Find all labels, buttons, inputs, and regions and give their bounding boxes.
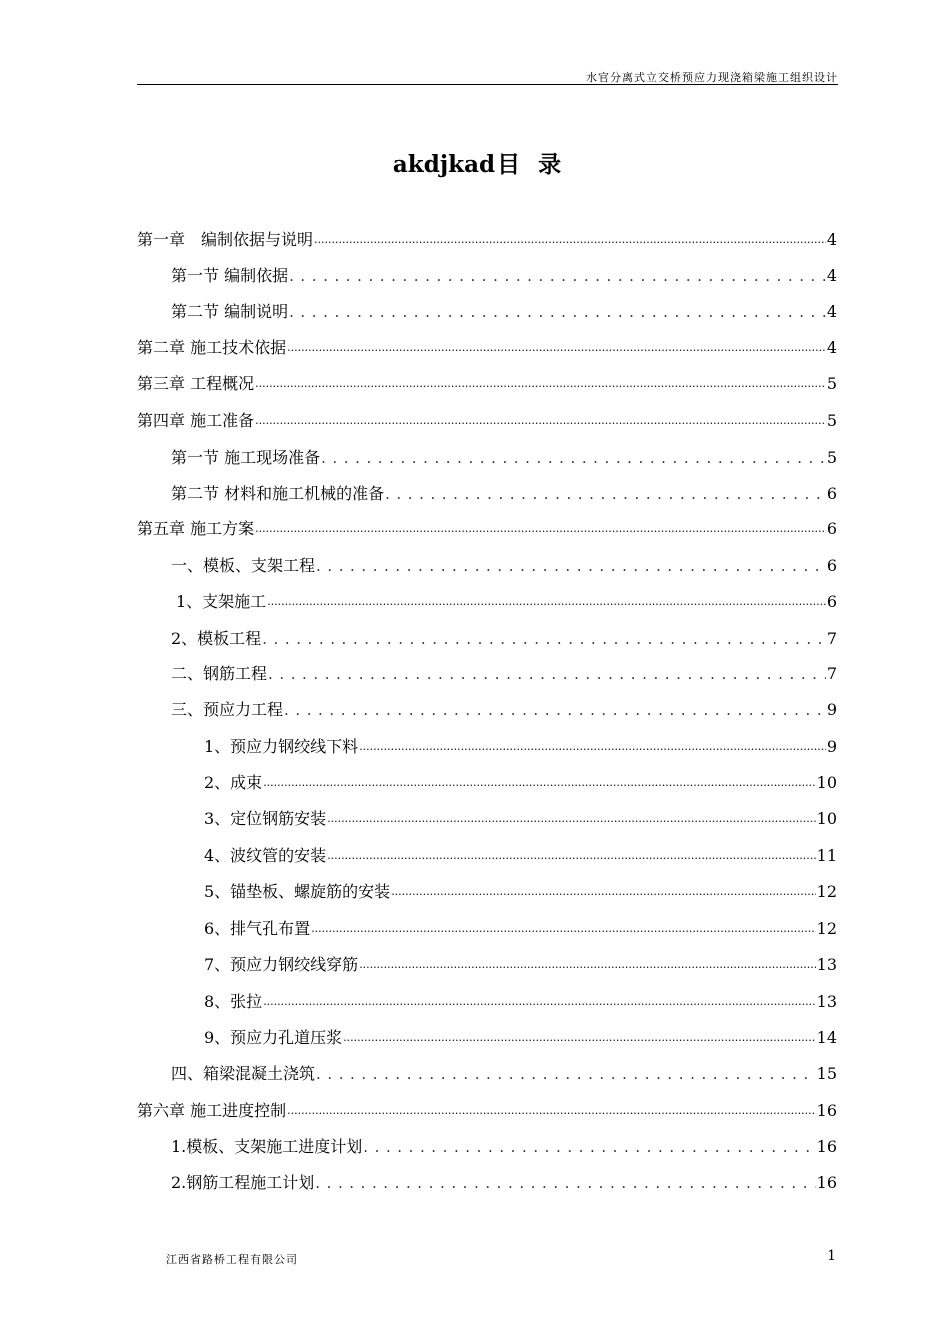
toc-entry[interactable] <box>204 765 837 793</box>
toc-entry[interactable] <box>204 729 837 757</box>
toc-entry-page: 13 <box>816 955 837 974</box>
toc-entry-page: 4 <box>826 338 837 357</box>
toc-entry[interactable] <box>137 1093 837 1121</box>
toc-entry[interactable] <box>137 366 837 394</box>
toc-entry-page: 6 <box>826 519 837 538</box>
toc-leader <box>359 953 815 975</box>
toc-entry-label: 2.钢筋工程施工计划 <box>171 1173 315 1192</box>
toc-title <box>0 146 950 179</box>
footer-page-number: 1 <box>827 1248 836 1264</box>
toc-entry-page: 14 <box>816 1028 837 1047</box>
toc-entry-label: 1、支架施工 <box>176 592 267 611</box>
toc-leader <box>289 266 826 286</box>
toc-entry-label: 7、预应力钢绞线穿筋 <box>204 955 359 974</box>
toc-leader <box>255 372 826 394</box>
toc-leader <box>316 556 826 576</box>
title-prefix: akdjkad <box>392 151 496 178</box>
toc-entry-label: 第四章 施工准备 <box>137 411 255 430</box>
toc-entry-label: 第一章 编制依据与说明 <box>137 230 314 249</box>
toc-entry[interactable] <box>171 692 837 720</box>
toc-entry[interactable] <box>204 911 837 939</box>
toc-entry-page: 4 <box>826 230 837 249</box>
toc-leader <box>311 917 815 939</box>
toc-entry[interactable] <box>171 656 837 684</box>
toc-leader <box>255 409 826 431</box>
toc-entry-label: 第五章 施工方案 <box>137 519 255 538</box>
running-header: 水官分离式立交桥预应力现浇箱梁施工组织设计 <box>586 71 838 84</box>
toc-entry-page: 10 <box>816 773 837 792</box>
toc-entry[interactable] <box>204 874 837 902</box>
toc-entry-label: 2、模板工程 <box>171 629 262 648</box>
toc-leader <box>327 807 815 829</box>
toc-entry[interactable] <box>137 403 837 431</box>
toc-entry-page: 15 <box>816 1064 837 1083</box>
title-text: 目录 <box>497 151 580 178</box>
toc-entry[interactable] <box>171 548 837 576</box>
toc-entry-page: 13 <box>816 992 837 1011</box>
toc-entry-label: 第二章 施工技术依据 <box>137 338 287 357</box>
toc-entry[interactable] <box>137 511 837 539</box>
toc-entry[interactable] <box>204 838 837 866</box>
toc-leader <box>268 664 826 684</box>
toc-entry-label: 四、箱梁混凝土浇筑 <box>171 1064 316 1083</box>
toc-entry-page: 12 <box>816 882 837 901</box>
toc-entry-label: 9、预应力孔道压浆 <box>204 1028 343 1047</box>
toc-entry-label: 第三章 工程概况 <box>137 374 255 393</box>
toc-entry-page: 5 <box>826 374 837 393</box>
toc-leader <box>255 517 826 539</box>
toc-entry-page: 4 <box>826 266 837 285</box>
toc-entry-label: 3、定位钢筋安装 <box>204 809 327 828</box>
header-rule <box>137 84 838 85</box>
toc-entry-page: 12 <box>816 919 837 938</box>
toc-entry[interactable] <box>171 1165 837 1193</box>
toc-leader <box>314 228 826 250</box>
toc-entry-label: 第六章 施工进度控制 <box>137 1101 287 1120</box>
toc-entry-page: 7 <box>826 664 837 683</box>
toc-entry-page: 5 <box>826 411 837 430</box>
toc-entry-label: 8、张拉 <box>204 992 263 1011</box>
toc-leader <box>327 844 815 866</box>
toc-leader <box>363 1137 815 1157</box>
toc-entry-label: 4、波纹管的安装 <box>204 846 327 865</box>
toc-leader <box>315 1173 815 1193</box>
toc-entry-page: 6 <box>826 592 837 611</box>
toc-entry-page: 5 <box>826 448 837 467</box>
toc-leader <box>263 990 815 1012</box>
toc-entry-label: 2、成束 <box>204 773 263 792</box>
toc-leader <box>262 629 826 649</box>
toc-entry[interactable] <box>137 330 837 358</box>
toc-leader <box>385 484 826 504</box>
toc-entry-label: 5、锚垫板、螺旋筋的安装 <box>204 882 391 901</box>
toc-leader <box>267 590 826 612</box>
footer-company: 江西省路桥工程有限公司 <box>166 1253 298 1266</box>
toc-entry-page: 6 <box>826 484 837 503</box>
toc-entry-label: 一、模板、支架工程 <box>171 556 316 575</box>
toc-entry[interactable] <box>171 476 837 504</box>
toc-entry-page: 9 <box>826 737 837 756</box>
toc-entry[interactable] <box>171 440 837 468</box>
toc-entry[interactable] <box>171 621 837 649</box>
toc-entry[interactable] <box>204 1020 837 1048</box>
toc-entry[interactable] <box>171 1056 837 1084</box>
toc-entry[interactable] <box>176 584 837 612</box>
toc-entry-label: 二、钢筋工程 <box>171 664 268 683</box>
toc-entry-page: 10 <box>816 809 837 828</box>
toc-entry-page: 11 <box>816 846 837 865</box>
toc-entry-page: 16 <box>816 1101 837 1120</box>
toc-entry-page: 16 <box>816 1137 837 1156</box>
toc-leader <box>284 700 826 720</box>
toc-leader <box>263 771 815 793</box>
toc-leader <box>287 336 826 358</box>
toc-leader <box>321 448 826 468</box>
toc-entry-label: 第二节 材料和施工机械的准备 <box>171 484 385 503</box>
toc-entry-label: 1.模板、支架施工进度计划 <box>171 1137 363 1156</box>
toc-leader <box>391 880 815 902</box>
toc-entry[interactable] <box>204 947 837 975</box>
toc-entry-label: 三、预应力工程 <box>171 700 284 719</box>
toc-entry-page: 4 <box>826 302 837 321</box>
toc-leader <box>287 1099 816 1121</box>
toc-entry[interactable] <box>204 801 837 829</box>
toc-entry-page: 6 <box>826 556 837 575</box>
toc-entry[interactable] <box>171 258 837 286</box>
toc-entry-label: 1、预应力钢绞线下料 <box>204 737 359 756</box>
toc-entry-label: 第一节 施工现场准备 <box>171 448 321 467</box>
toc-entry-label: 第二节 编制说明 <box>171 302 289 321</box>
toc-entry-page: 7 <box>826 629 837 648</box>
toc-entry[interactable] <box>204 984 837 1012</box>
toc-leader <box>359 735 826 757</box>
toc-entry-label: 6、排气孔布置 <box>204 919 311 938</box>
toc-leader <box>289 302 826 322</box>
toc-entry-label: 第一节 编制依据 <box>171 266 289 285</box>
toc-leader <box>316 1064 816 1084</box>
toc-entry-page: 16 <box>816 1173 837 1192</box>
toc-entry[interactable] <box>171 294 837 322</box>
toc-entry-page: 9 <box>826 700 837 719</box>
toc-leader <box>343 1026 815 1048</box>
toc-entry[interactable] <box>137 222 837 250</box>
toc-entry[interactable] <box>171 1129 837 1157</box>
